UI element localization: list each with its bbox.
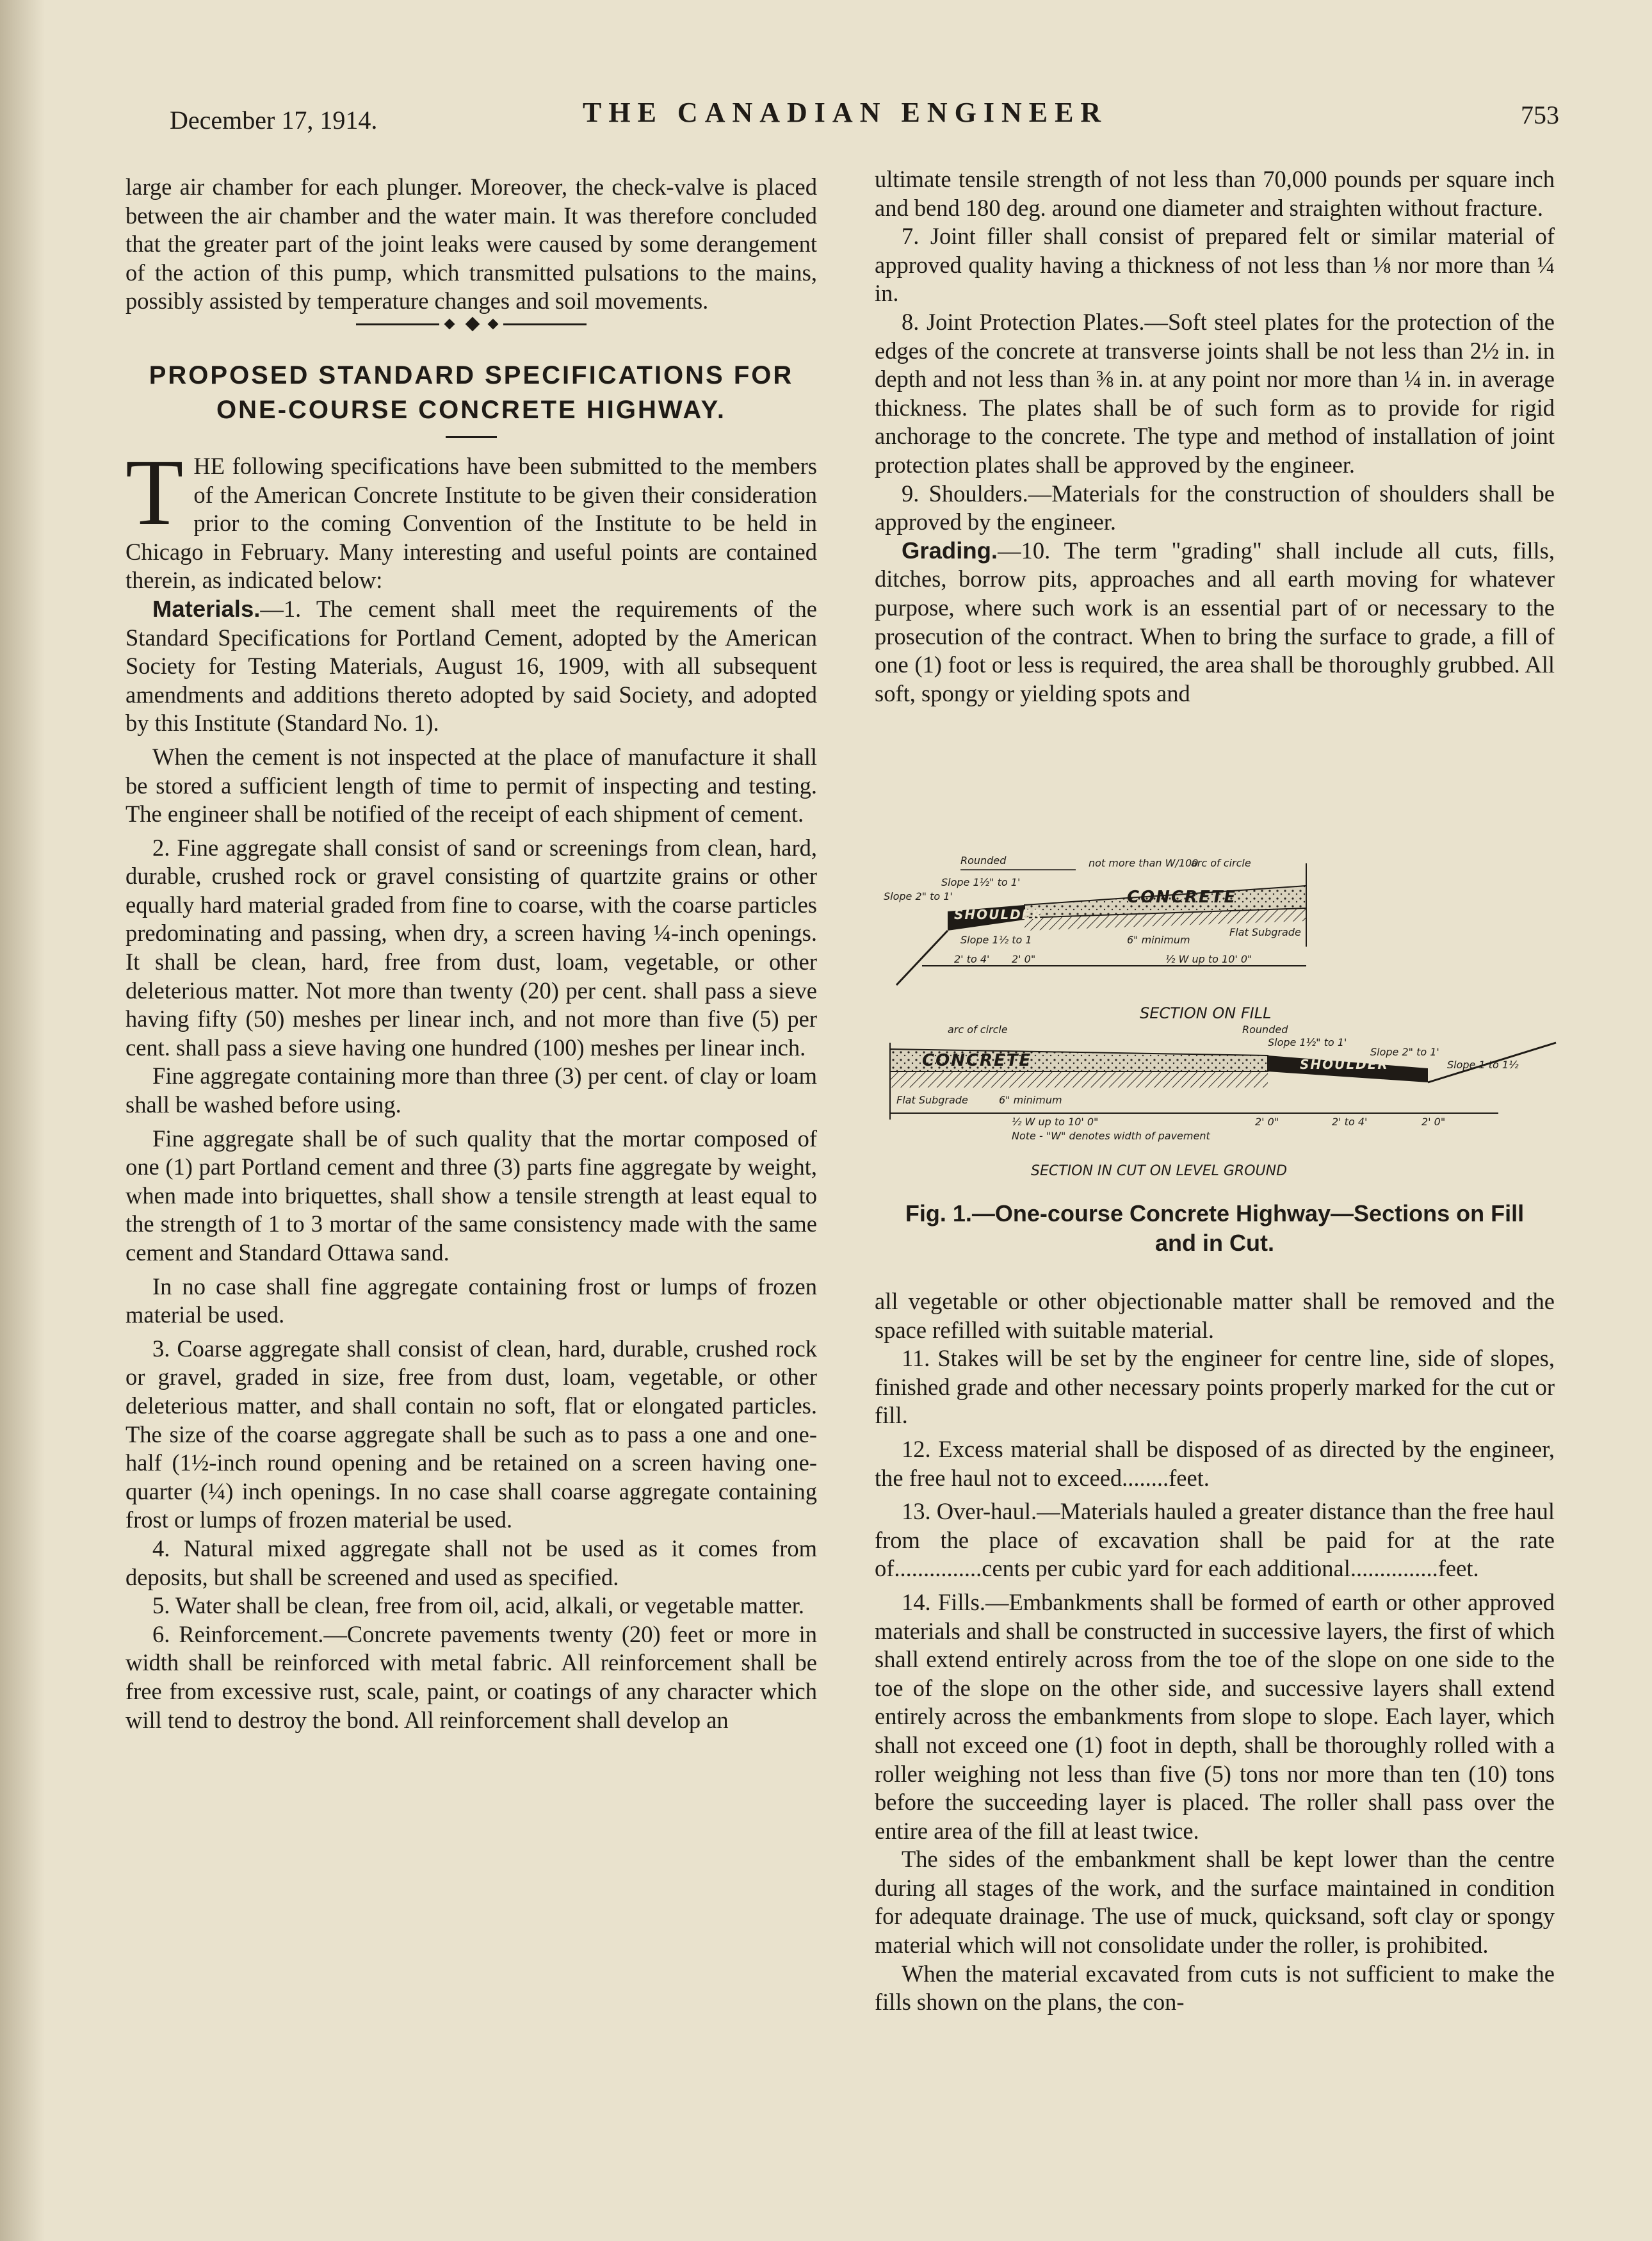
fill-slope-b-label: Slope 2" to 1': [884, 890, 953, 902]
fill-dim-b-label: 2' 0": [1012, 953, 1036, 965]
paragraph-8: 8. Joint Protection Plates.—Soft steel plates for the protection of the edges of the concrete at transverse joints shall be not less than 2½ in. in depth and not less than ⅜ in. at any point nor more than ¼ in. in average thickness. The plates shall be of such form as to provide for rigid anchorage to the concrete. The type and method of installation of joint protection plates shall be approved by the engineer.: [875, 308, 1555, 478]
figure-caption: [875, 1199, 1555, 1258]
fill-concrete-label: CONCRETE: [1127, 888, 1237, 907]
page-gutter-shadow: [0, 0, 45, 2241]
caption-line2: and in Cut.: [1155, 1230, 1274, 1256]
paragraph-9: 9. Shoulders.—Materials for the construction of shoulders shall be approved by the engineer.: [875, 480, 1555, 535]
paragraph-11: 11. Stakes will be set by the engineer for centre line, side of slopes, finished grade and other necessary points properly marked for the cut or fill.: [875, 1345, 1555, 1429]
paragraph-2: 2. Fine aggregate shall consist of sand or screenings from clean, hard, durable, crushed rock or gravel consisting of quartzite grains or other equally hard material graded from fine to coarse, with the coarse particles predominating and passing, when dry, a screen having ¼-inch openings. It shall be clean, hard, free from dust, loam, vegetable, or other deleterious matter. Not more than twenty (20) per cent. shall pass a sieve having fifty (50) meshes per linear inch, and not more than five (5) per cent. shall pass a sieve having one hundred (100) meshes per linear inch.: [126, 834, 817, 1061]
paragraph-quality: Fine aggregate shall be of such quality that the mortar composed of one (1) part Portland cement and three (3) parts fine aggregate by weight, when made into briquettes, shall show a tensile strength at least equal to the strength of 1 to 3 mortar of the same consistency made with the same cement and Standard Ottawa sand.: [126, 1125, 817, 1266]
paragraph-embankment-sides: The sides of the embankment shall be kept lower than the centre during all stages of the work, and the surface maintained in condition for adequate drainage. The use of muck, quicksand, soft clay or spongy material which will not consolidate under the roller, is prohibited.: [875, 1846, 1555, 1959]
cut-shoulder-label: SHOULDER: [1300, 1057, 1389, 1072]
drop-cap: T: [126, 439, 184, 545]
grading-text: —10. The term "grading" shall include all cuts, fills, ditches, borrow pits, approaches and all earth moving for whatever purpose, where such work is an essential part of or necessary to the prosecution of the contract. When to bring the surface to grade, a fill of one (1) foot or less is required, the area shall be thoroughly grubbed. All soft, spongy or yielding spots and: [875, 537, 1555, 706]
cut-concrete-label: CONCRETE: [922, 1051, 1032, 1070]
paragraph-10-continued: all vegetable or other objectionable matter shall be removed and the space refilled with suitable material.: [875, 1288, 1555, 1343]
fill-flat-subgrade-label: Flat Subgrade: [1229, 926, 1301, 938]
paragraph-insufficient-material: When the material excavated from cuts is not sufficient to make the fills shown on the plans, the con-: [875, 1960, 1555, 2016]
paragraph-13: 13. Over-haul.—Materials hauled a greater distance than the free haul from the place of excavation shall be paid for at the rate of...............cents per cubic yard for each additional...............feet.: [875, 1498, 1555, 1582]
paragraph-frost: In no case shall fine aggregate containing frost or lumps of frozen material be used.: [126, 1273, 817, 1328]
page-number: 753: [1521, 101, 1559, 129]
fill-half-w-label: ½ W up to 10' 0": [1165, 953, 1252, 965]
cut-rounded-label: Rounded: [1242, 1023, 1288, 1036]
page-header: [170, 96, 1572, 134]
paragraph-clay: Fine aggregate containing more than three (3) per cent. of clay or loam shall be washed before using.: [126, 1063, 817, 1118]
paragraph-10: [875, 537, 1555, 708]
figure-road-sections: [884, 851, 1562, 1216]
cut-slope-a-label: Slope 1½" to 1': [1268, 1036, 1347, 1048]
paragraph-3: 3. Coarse aggregate shall consist of clean, hard, durable, crushed rock or gravel, graded in size, free from dust, loam, vegetable, or other deleterious matter, and shall contain no soft, flat or elongated particles. The size of the coarse aggregate shall be such as to pass a one and one-half (1½-inch round opening and be retained on a screen having one-quarter (¼) inch openings. In no case shall coarse aggregate containing frost or lumps of frozen material be used.: [126, 1335, 817, 1533]
cut-slope-b-label: Slope 2" to 1': [1370, 1046, 1439, 1058]
paragraph-cement-storage: When the cement is not inspected at the place of manufacture it shall be stored a sufficient length of time to permit of inspecting and testing. The engineer shall be notified of the receipt of each shipment of cement.: [126, 743, 817, 827]
fill-not-more-label: not more than W/100: [1089, 857, 1199, 869]
continued-paragraph: large air chamber for each plunger. Moreover, the check-valve is placed between the air chamber and the water main. It was therefore concluded that the greater part of the joint leaks were caused by some derangement of the action of this pump, which transmitted pulsations to the mains, possibly assisted by temperature changes and soil movements.: [126, 174, 817, 314]
paragraph-continued: ultimate tensile strength of not less than 70,000 pounds per square inch and bend 180 deg. around one diameter and straighten without fracture.: [875, 166, 1555, 221]
lead-text: HE following specifications have been submitted to the members of the American Concrete Institute to be given their consideration prior to the coming Convention of the Institute to be held in Chicago in February. Many interesting and useful points are contained therein, as indicated below:: [126, 452, 817, 594]
ornament-divider: [356, 320, 587, 329]
cut-six-min-label: 6" minimum: [999, 1094, 1062, 1106]
fill-slope-c-label: Slope 1½ to 1: [960, 934, 1032, 946]
fill-rounded-label: Rounded: [960, 854, 1007, 867]
lead-paragraph: [126, 439, 817, 595]
cut-dim-c-label: 2' 0": [1421, 1116, 1446, 1128]
cut-half-w-label: ½ W up to 10' 0": [1012, 1116, 1099, 1128]
left-column: [126, 173, 817, 1734]
materials-text: —1. The cement shall meet the requirements of the Standard Specifications for Portland Cement, adopted by the American Society for Testing Materials, August 16, 1909, with all subsequent amendments and additions thereto adopted by said Society, and adopted by this Institute (Standard No. 1).: [126, 595, 817, 737]
fill-shoulder-label: SHOULDER: [954, 907, 1043, 922]
cut-note-label: Note - "W" denotes width of pavement: [1012, 1130, 1210, 1142]
cut-slope-c-label: Slope 1 to 1½: [1447, 1059, 1519, 1071]
materials-paragraph: [126, 595, 817, 738]
materials-runin: Materials.: [152, 595, 261, 622]
caption-line1: Fig. 1.—One-course Concrete Highway—Sections on Fill: [905, 1200, 1525, 1226]
cut-arc-label: arc of circle: [948, 1023, 1008, 1036]
fill-slope-a-label: Slope 1½" to 1': [941, 876, 1021, 888]
cut-dim-a-label: 2' 0": [1255, 1116, 1279, 1128]
fill-six-min-label: 6" minimum: [1127, 934, 1190, 946]
fill-arc-label: arc of circle: [1191, 857, 1251, 869]
article-heading-line2: ONE-COURSE CONCRETE HIGHWAY.: [216, 395, 726, 424]
journal-title: THE CANADIAN ENGINEER: [583, 97, 1108, 128]
paragraph-12: 12. Excess material shall be disposed of as directed by the engineer, the free haul not to exceed........feet.: [875, 1435, 1555, 1491]
issue-date: December 17, 1914.: [170, 106, 378, 134]
paragraph-4: 4. Natural mixed aggregate shall not be used as it comes from deposits, but shall be screened and used as specified.: [126, 1535, 817, 1590]
paragraph-14: 14. Fills.—Embankments shall be formed of earth or other approved materials and shall be constructed in successive layers, the first of which shall extend entirely across from the toe of the slope on one side to the toe of the slope on the other side, and successive layers shall extend entirely across the embankments from slope to slope. Each layer, which shall not exceed one (1) foot in depth, shall be thoroughly rolled with a roller weighing not less than five (5) tons nor more than ten (10) tons before the succeeding layer is placed. The roller shall pass over the entire area of the fill at least twice.: [875, 1588, 1555, 1844]
fill-dim-a-label: 2' to 4': [954, 953, 990, 965]
grading-runin: Grading.: [902, 537, 998, 564]
right-column-top: [875, 165, 1555, 708]
cut-section-title: SECTION IN CUT ON LEVEL GROUND: [1031, 1163, 1288, 1179]
heading-rule: [446, 436, 497, 438]
paragraph-6: 6. Reinforcement.—Concrete pavements twenty (20) feet or more in width shall be reinforced with metal fabric. All reinforcement shall be free from excessive rust, scale, paint, or coatings of any character which will tend to destroy the bond. All reinforcement shall develop an: [126, 1620, 817, 1733]
cut-dim-b-label: 2' to 4': [1332, 1116, 1368, 1128]
cut-flat-subgrade-label: Flat Subgrade: [896, 1094, 968, 1106]
fill-section-title: SECTION ON FILL: [1140, 1004, 1272, 1022]
paragraph-5: 5. Water shall be clean, free from oil, acid, alkali, or vegetable matter.: [152, 1592, 804, 1619]
right-column-bottom: [875, 1287, 1555, 2017]
article-heading-line1: PROPOSED STANDARD SPECIFICATIONS FOR: [149, 361, 794, 389]
paragraph-7: 7. Joint filler shall consist of prepared felt or similar material of approved quality having a thickness of not less than ⅛ nor more than ¼ in.: [875, 223, 1555, 307]
